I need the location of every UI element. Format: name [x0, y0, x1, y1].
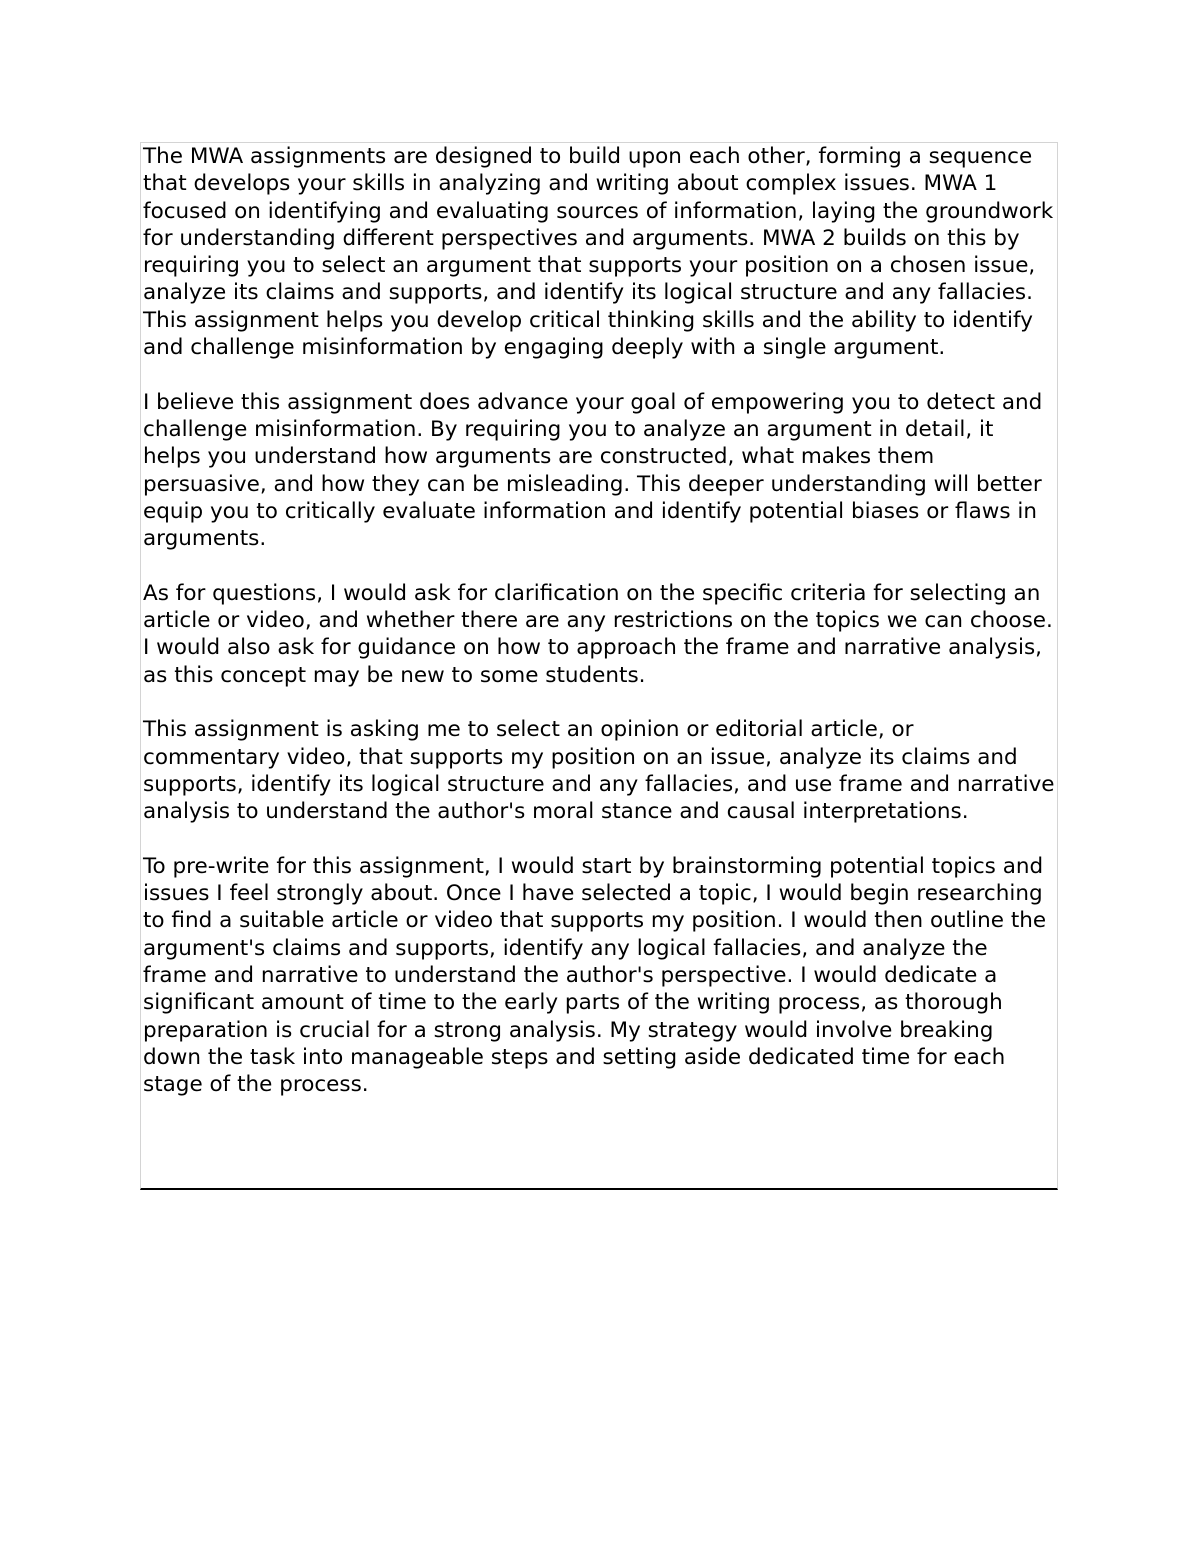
paragraph-questions: As for questions, I would ask for clarification on the specific criteria for selecting an article or video, and whether there are any restrictions on the topics we can choose. I would also ask for guidance on how to approach the frame and narrative analysis, as this concept may be new to some students.: [143, 580, 1053, 688]
paragraph-misinformation-goal: I believe this assignment does advance your goal of empowering you to detect and challenge misinformation. By requiring you to analyze an argument in detail, it helps you understand how arguments are constructed, what makes them persuasive, and how they can be misleading. This deeper understanding will better equip you to critically evaluate information and identify potential biases or flaws in arguments.: [143, 389, 1043, 552]
paragraph-assignment-summary: This assignment is asking me to select an opinion or editorial article, or commentary video, that supports my position on an issue, analyze its claims and supports, identify its logical structure and any fallacies, and use frame and narrative analysis to understand the author's moral stance and causal interpretations.: [143, 717, 1055, 825]
paragraph-prewrite-strategy: To pre-write for this assignment, I would start by brainstorming potential topics and issues I feel strongly about. Once I have selected a topic, I would begin researching to find a suitable article or video that supports my position. I would then outline the argument's claims and supports, identify any logical fallacies, and analyze the frame and narrative to understand the author's perspective. I would dedicate a significant amount of time to the early parts of the writing process, as thorough preparation is crucial for a strong analysis. My strategy would involve breaking down the task into manageable steps and setting aside dedicated time for each stage of the process.: [143, 853, 1047, 1098]
paragraph-mwa-sequence: The MWA assignments are designed to build upon each other, forming a sequence that develops your skills in analyzing and writing about complex issues. MWA 1 focused on identifying and evaluating sources of information, laying the groundwork for understanding different perspectives and arguments. MWA 2 builds on this by requiring you to select an argument that supports your position on a chosen issue, analyze its claims and supports, and identify its logical structure and any fallacies. This assignment helps you develop critical thinking skills and the ability to identify and challenge misinformation by engaging deeply with a single argument.: [143, 144, 1054, 361]
text-box: [140, 142, 1058, 1190]
